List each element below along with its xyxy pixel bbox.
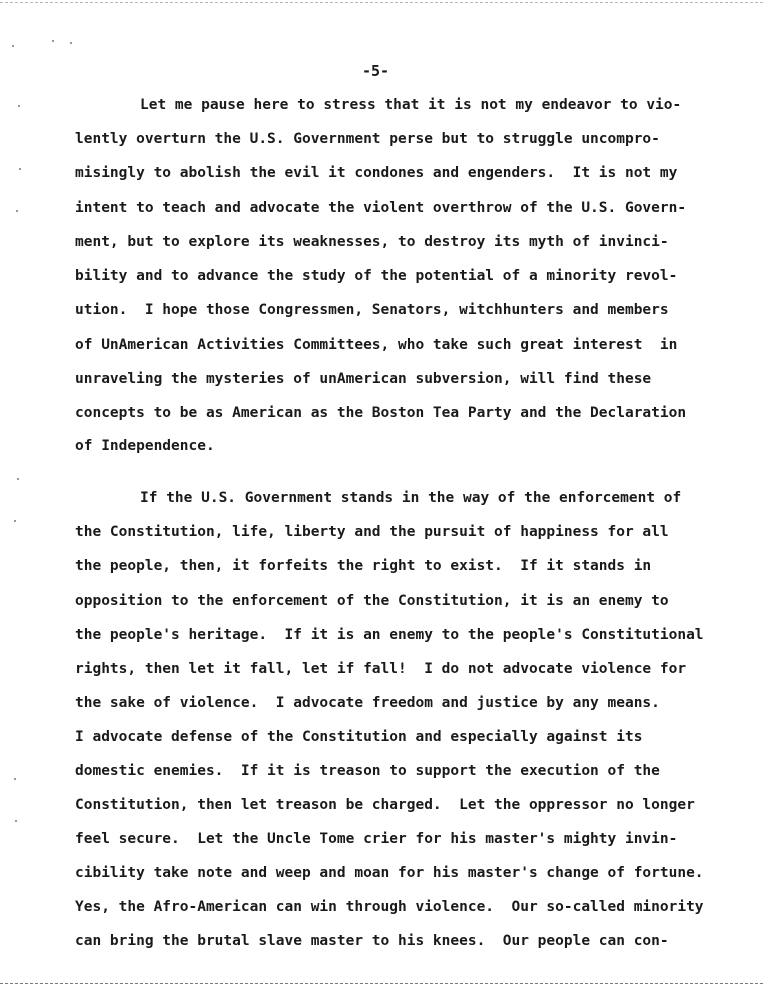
scan-speck	[52, 40, 54, 42]
text-line: misingly to abolish the evil it condones and engenders. It is not my	[75, 165, 678, 181]
text-line: of Independence.	[75, 438, 215, 454]
text-line: domestic enemies. If it is treason to support the execution of the	[75, 763, 660, 779]
text-line: the people, then, it forfeits the right to exist. If it stands in	[75, 558, 652, 574]
text-line: ution. I hope those Congressmen, Senators, witchhunters and members	[75, 302, 669, 318]
page-bottom-edge	[0, 983, 763, 984]
text-line: I advocate defense of the Constitution and especially against its	[75, 729, 643, 745]
text-line: can bring the brutal slave master to his knees. Our people can con-	[75, 933, 669, 949]
scan-speck	[14, 778, 16, 780]
scan-speck	[14, 520, 16, 522]
text-line: bility and to advance the study of the potential of a minority revol-	[75, 268, 678, 284]
text-line: If the U.S. Government stands in the way of the enforcement of	[140, 490, 682, 506]
text-line: concepts to be as American as the Boston Tea Party and the Declaration	[75, 405, 687, 421]
text-line: the sake of violence. I advocate freedom and justice by any means.	[75, 695, 660, 711]
scan-speck	[12, 45, 14, 47]
text-line: unraveling the mysteries of unAmerican subversion, will find these	[75, 371, 652, 387]
text-line: of UnAmerican Activities Committees, who take such great interest in	[75, 337, 678, 353]
page-number: -5-	[362, 62, 390, 80]
text-line: intent to teach and advocate the violent overthrow of the U.S. Govern-	[75, 200, 687, 216]
text-line: Yes, the Afro-American can win through violence. Our so-called minority	[75, 899, 704, 915]
text-line: the people's heritage. If it is an enemy to the people's Constitutional	[75, 627, 704, 643]
scan-speck	[17, 478, 19, 480]
text-line: feel secure. Let the Uncle Tome crier for his master's mighty invin-	[75, 831, 678, 847]
scan-speck	[18, 105, 20, 107]
scan-speck	[16, 210, 18, 212]
text-line: lently overturn the U.S. Government perse but to struggle uncompro-	[75, 131, 660, 147]
text-line: opposition to the enforcement of the Constitution, it is an enemy to	[75, 593, 669, 609]
scan-speck	[15, 820, 17, 822]
text-line: the Constitution, life, liberty and the pursuit of happiness for all	[75, 524, 669, 540]
text-line: ment, but to explore its weaknesses, to destroy its myth of invinci-	[75, 234, 669, 250]
text-line: Constitution, then let treason be charged. Let the oppressor no longer	[75, 797, 695, 813]
text-line: rights, then let it fall, let if fall! I do not advocate violence for	[75, 661, 687, 677]
text-line: Let me pause here to stress that it is not my endeavor to vio-	[140, 97, 682, 113]
page-top-edge	[0, 2, 763, 3]
scan-speck	[70, 42, 72, 44]
scan-speck	[19, 168, 21, 170]
text-line: cibility take note and weep and moan for his master's change of fortune.	[75, 865, 704, 881]
